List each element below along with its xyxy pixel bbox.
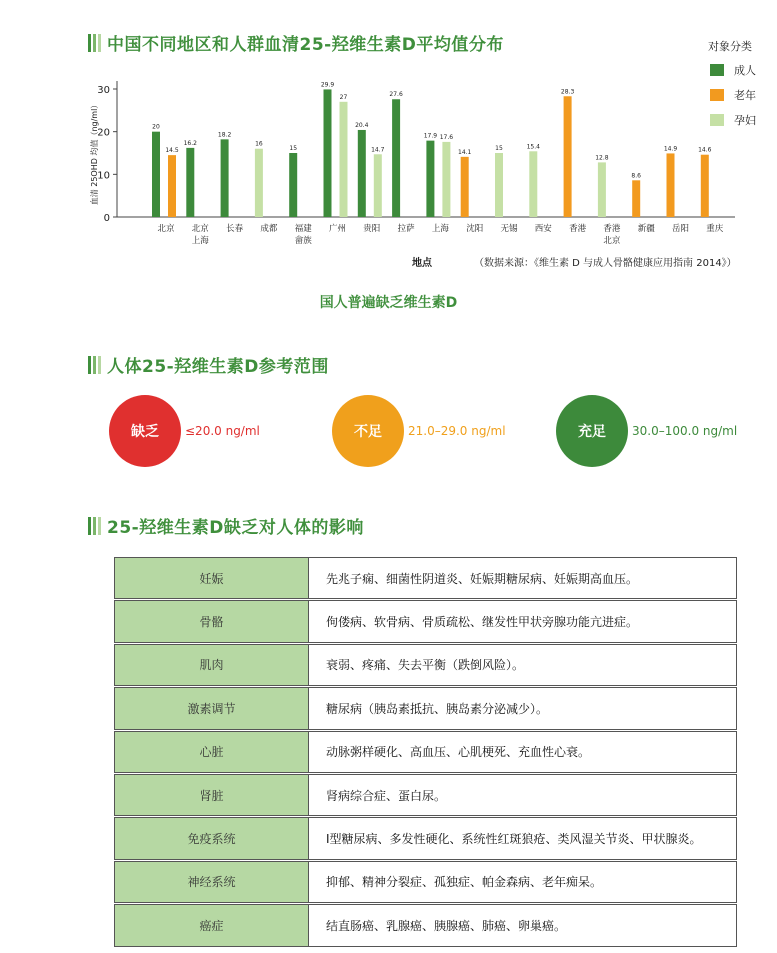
- effect-key: 肌肉: [115, 644, 309, 685]
- bar-value-label: 15: [289, 145, 298, 152]
- bar: [598, 162, 606, 217]
- table-row: [115, 731, 737, 772]
- table-row: [115, 644, 737, 685]
- x-tick-label: 畲族: [294, 236, 312, 246]
- effect-value: 动脉粥样硬化、高血压、心肌梗死、充血性心衰。: [309, 731, 737, 772]
- bar: [564, 96, 572, 217]
- x-tick-label: 无锡: [500, 224, 518, 234]
- section-bars-icon: [88, 517, 101, 535]
- bar-value-label: 8.6: [631, 172, 641, 180]
- bar-value-label: 14.7: [371, 146, 385, 154]
- bar: [442, 142, 450, 217]
- effect-key: 心脏: [115, 731, 309, 772]
- x-tick-label: 北京: [191, 224, 209, 234]
- x-tick-label: 香港: [569, 224, 587, 234]
- effect-value: Ⅰ型糖尿病、多发性硬化、系统性红斑狼疮、类风湿关节炎、甲状腺炎。: [309, 818, 737, 859]
- bar-value-label: 14.5: [165, 147, 179, 155]
- x-tick-label: 拉萨: [397, 224, 415, 234]
- bar: [186, 148, 194, 217]
- table-row: [115, 688, 737, 729]
- x-tick-label: 成都: [260, 224, 278, 234]
- bar-value-label: 17.6: [439, 133, 454, 141]
- x-tick-label: 重庆: [706, 224, 724, 234]
- effects-table: [114, 557, 737, 947]
- bar-value-label: 28.3: [560, 88, 575, 96]
- bar: [495, 153, 503, 217]
- reference-deficient-range: ≤20.0 ng/ml: [185, 424, 260, 438]
- bar: [392, 99, 400, 217]
- reference-section-title: [88, 352, 329, 377]
- y-tick-label: 20: [97, 127, 110, 139]
- table-row: [115, 905, 737, 946]
- table-row: [115, 558, 737, 599]
- reference-deficient-circle: 缺乏: [109, 395, 181, 467]
- effect-key: 肾脏: [115, 774, 309, 815]
- bar-value-label: 16: [255, 140, 263, 148]
- table-row: [115, 774, 737, 815]
- bar-value-label: 15.4: [526, 143, 540, 151]
- effects-section-title-text: 25-羟维生素D缺乏对人体的影响: [107, 518, 364, 538]
- bar-value-label: 16.2: [183, 139, 197, 147]
- effect-key: 激素调节: [115, 688, 309, 729]
- legend-label-pregnant: 孕妇: [734, 114, 756, 127]
- bar-value-label: 17.9: [423, 132, 438, 140]
- bar-value-label: 15: [495, 145, 503, 152]
- y-tick-label: 30: [97, 85, 110, 96]
- x-tick-label: 香港: [603, 224, 621, 234]
- bar: [701, 155, 709, 217]
- effects-section-title: [88, 513, 364, 538]
- bar: [152, 132, 160, 217]
- bar: [667, 153, 675, 217]
- legend-label-elderly: 老年: [734, 89, 756, 102]
- table-row: [115, 818, 737, 859]
- x-tick-label: 沈阳: [466, 224, 484, 234]
- x-tick-label: 上海: [191, 236, 209, 246]
- chart-section-title-text: 中国不同地区和人群血清25-羟维生素D平均值分布: [107, 35, 504, 55]
- reference-sufficient-circle: 充足: [556, 395, 628, 467]
- reference-section-title-text: 人体25-羟维生素D参考范围: [107, 357, 329, 377]
- section-bars-icon: [88, 356, 101, 374]
- reference-sufficient-range: 30.0–100.0 ng/ml: [632, 424, 738, 438]
- effect-key: 神经系统: [115, 861, 309, 902]
- table-row: [115, 601, 737, 642]
- reference-insufficient: [332, 395, 506, 467]
- effect-value: 佝偻病、软骨病、骨质疏松、继发性甲状旁腺功能亢进症。: [309, 601, 737, 642]
- chart-source: （数据来源：《维生素 D 与成人骨骼健康应用指南 2014》）: [474, 258, 737, 269]
- effect-value: 结直肠癌、乳腺癌、胰腺癌、肺癌、卵巢癌。: [309, 905, 737, 946]
- chart-caption: 国人普遍缺乏维生素D: [319, 295, 458, 311]
- legend-title: 对象分类: [708, 40, 752, 53]
- x-axis-label: 地点: [412, 258, 432, 269]
- x-tick-label: 北京: [603, 236, 621, 246]
- bar: [358, 130, 366, 217]
- bar: [461, 157, 469, 217]
- effect-value: 抑郁、精神分裂症、孤独症、帕金森病、老年痴呆。: [309, 861, 737, 902]
- bar-value-label: 20: [152, 123, 160, 131]
- reference-insufficient-circle: 不足: [332, 395, 404, 467]
- effect-value: 先兆子痫、细菌性阴道炎、妊娠期糖尿病、妊娠期高血压。: [309, 558, 737, 599]
- y-tick-label: 0: [103, 213, 110, 224]
- x-tick-label: 北京: [157, 224, 175, 234]
- bar: [255, 149, 263, 217]
- y-axis-label: 血清 25OHD 均值（ng/ml）: [90, 100, 99, 206]
- y-tick-label: 10: [97, 170, 110, 182]
- bar-value-label: 14.9: [663, 145, 678, 153]
- bar-value-label: 27.6: [389, 91, 403, 99]
- reference-insufficient-range: 21.0–29.0 ng/ml: [408, 424, 506, 438]
- reference-sufficient: [556, 395, 737, 467]
- x-tick-label: 贵阳: [363, 224, 381, 234]
- x-tick-label: 上海: [431, 224, 449, 234]
- reference-deficient: [109, 395, 260, 467]
- x-tick-label: 广州: [328, 224, 347, 234]
- bar: [529, 151, 537, 217]
- vitamin-d-bar-chart: [0, 0, 777, 250]
- bar: [324, 89, 332, 217]
- bar: [340, 102, 348, 217]
- effect-value: 衰弱、疼痛、失去平衡（跌倒风险）。: [309, 644, 737, 685]
- x-tick-label: 新疆: [637, 224, 655, 234]
- bar: [426, 141, 434, 217]
- x-tick-label: 福建: [294, 224, 312, 234]
- bar-value-label: 14.1: [458, 148, 472, 156]
- x-tick-label: 岳阳: [671, 224, 690, 234]
- bar-value-label: 29.9: [320, 81, 335, 89]
- effect-key: 癌症: [115, 905, 309, 946]
- effect-key: 妊娠: [115, 558, 309, 599]
- x-tick-label: 长春: [226, 224, 244, 234]
- bar: [289, 153, 297, 217]
- bar: [221, 139, 229, 217]
- bar: [374, 154, 382, 217]
- bar-value-label: 20.4: [355, 121, 369, 129]
- bar-value-label: 14.6: [698, 146, 712, 154]
- x-tick-label: 西安: [534, 224, 552, 234]
- bar-value-label: 12.8: [595, 154, 609, 162]
- legend-label-adult: 成人: [734, 64, 756, 77]
- bar-value-label: 27: [339, 93, 348, 101]
- effect-value: 肾病综合症、蛋白尿。: [309, 774, 737, 815]
- bar-value-label: 18.2: [217, 131, 232, 139]
- effect-key: 免疫系统: [115, 818, 309, 859]
- effect-value: 糖尿病（胰岛素抵抗、胰岛素分泌减少）。: [309, 688, 737, 729]
- bar: [632, 180, 640, 217]
- table-row: [115, 861, 737, 902]
- effect-key: 骨骼: [115, 601, 309, 642]
- bar: [168, 155, 176, 217]
